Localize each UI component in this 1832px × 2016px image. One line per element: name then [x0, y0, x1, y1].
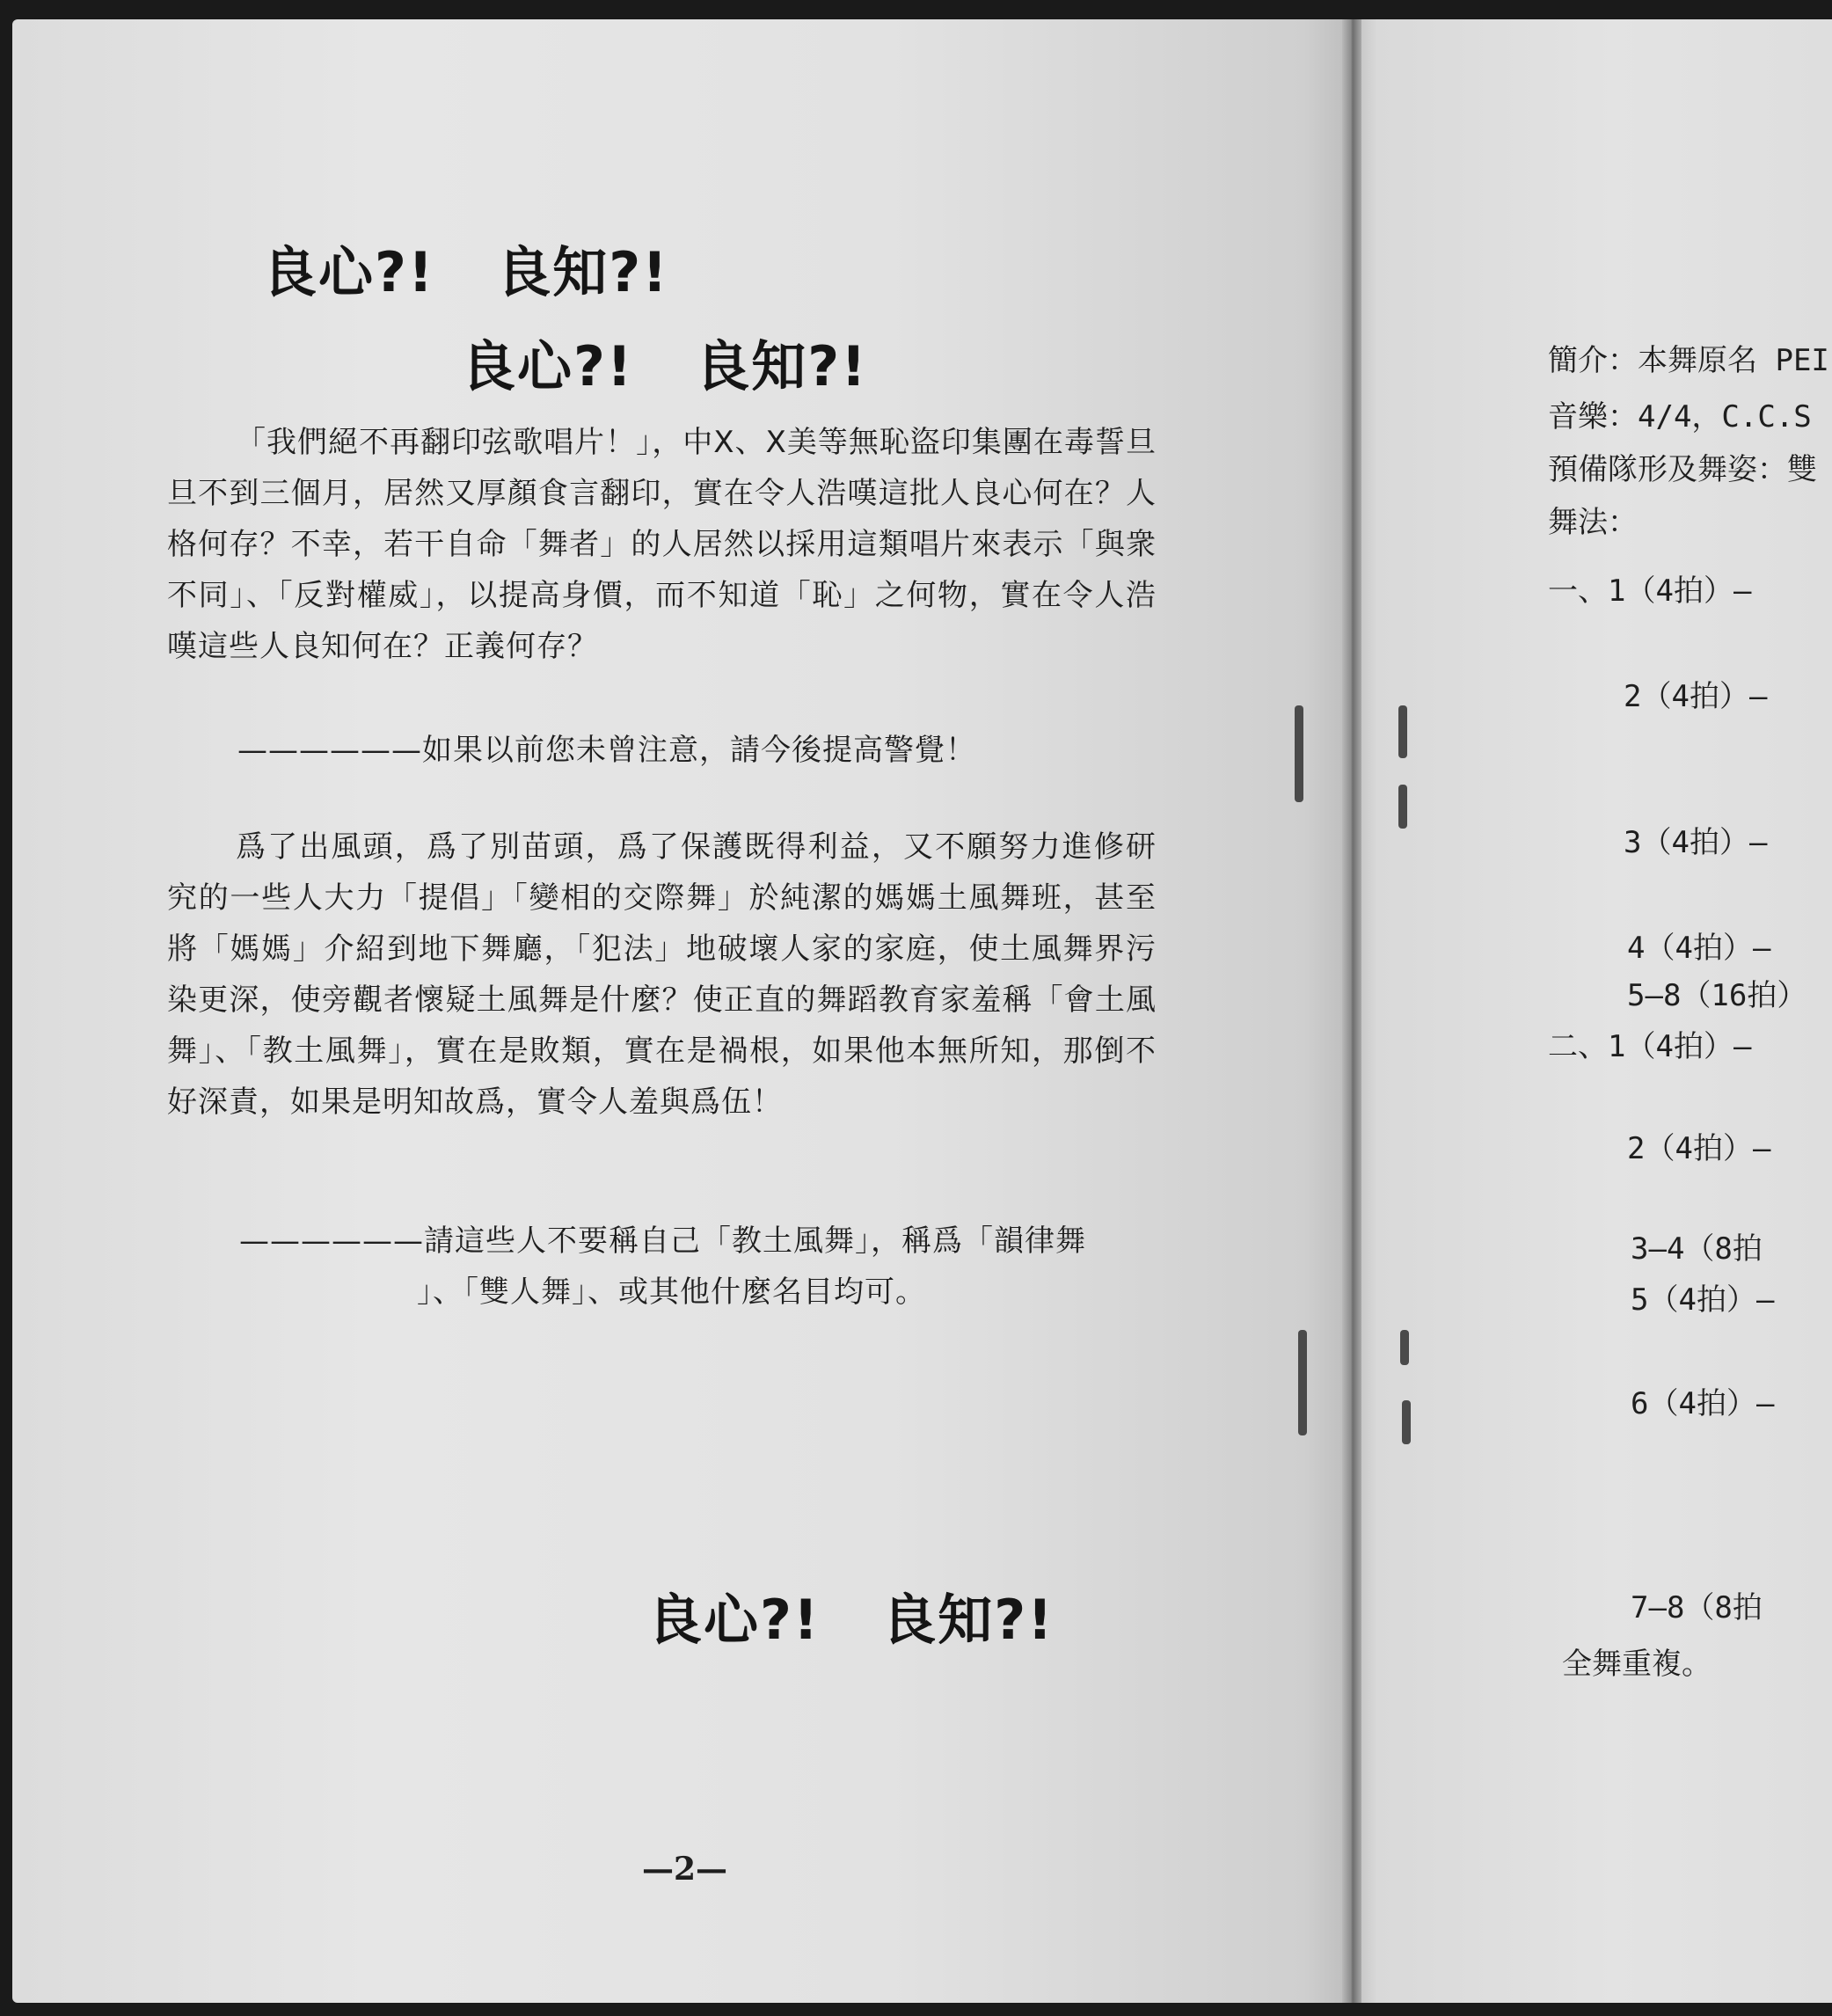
title-liangzhi: 良知?!	[496, 240, 669, 304]
paragraph-criticism: 爲了出風頭，爲了別苗頭，爲了保護既得利益，又不願努力進修研究的一些人大力「提倡」「變相的交際舞」於純潔的媽媽土風舞班，甚至將「媽媽」介紹到地下舞廳，「犯法」地破壞人家的家庭，使土風舞界污染更深，使旁觀者懷疑土風舞是什麼？使正直的舞蹈教育家羞稱「會土風舞」、「教土風舞」，實在是敗類，實在是禍根，如果他本無所知，那倒不好深責，如果是明知故爲，實令人羞與爲伍！	[167, 829, 1157, 1120]
step-line: 5—8（16拍）	[1627, 978, 1807, 1013]
page-number: —2—	[642, 1851, 728, 1888]
title-liangzhi: 良知?!	[695, 334, 868, 398]
staple-mark	[1295, 705, 1303, 802]
step-line: 3—4（8拍	[1631, 1231, 1763, 1267]
title-line-1	[262, 229, 669, 307]
note-request-line-1: ——————請這些人不要稱自己「教土風舞」，稱爲「韻律舞	[239, 1223, 1086, 1259]
paragraph-piracy: 「我們絕不再翻印弦歌唱片！」，中X、X美等無恥盜印集團在毒誓旦旦不到三個月，居然又厚顏食言翻印，實在令人浩嘆這批人良心何在？人格何存？不幸，若干自命「舞者」的人居然以採用這類唱片來表示「與衆不同」、「反對權威」，以提高身價，而不知道「恥」之何物，實在令人浩嘆這些人良知何在？正義何存？	[167, 425, 1157, 664]
staple-mark	[1298, 1330, 1307, 1435]
note-warning: ——————如果以前您未曾注意，請今後提高警覺！	[237, 733, 976, 768]
title-liangxin: 良心?!	[262, 240, 435, 304]
scanned-booklet-spread	[12, 19, 1832, 2003]
step-line: 7—8（8拍	[1631, 1590, 1763, 1625]
steps-heading: 舞法：	[1548, 505, 1638, 540]
title-line-2	[461, 323, 868, 401]
note-request-line-2: 」、「雙人舞」、或其他什麼名目均可。	[417, 1275, 926, 1310]
title-liangxin: 良心?!	[461, 334, 634, 398]
step-line: 2（4拍）—	[1624, 679, 1768, 714]
step-line: 一、1（4拍）—	[1548, 573, 1752, 609]
step-line: 二、1（4拍）—	[1548, 1029, 1752, 1064]
step-line: 5（4拍）—	[1631, 1282, 1775, 1318]
step-line: 6（4拍）—	[1631, 1386, 1775, 1421]
intro-line: 簡介：本舞原名 PEI	[1548, 343, 1829, 378]
title-line-3	[647, 1576, 1055, 1654]
title-liangxin: 良心?!	[647, 1588, 821, 1652]
step-line: 3（4拍）—	[1624, 825, 1768, 860]
formation-line: 預備隊形及舞姿：雙	[1548, 452, 1817, 487]
music-line: 音樂：4/4，C.C.S	[1548, 399, 1812, 435]
step-line: 4（4拍）—	[1627, 931, 1771, 966]
left-page	[12, 19, 1332, 2003]
title-liangzhi: 良知?!	[881, 1588, 1055, 1652]
right-page	[1358, 19, 1832, 2003]
repeat-line: 全舞重複。	[1562, 1647, 1712, 1682]
step-line: 2（4拍）—	[1627, 1131, 1771, 1166]
